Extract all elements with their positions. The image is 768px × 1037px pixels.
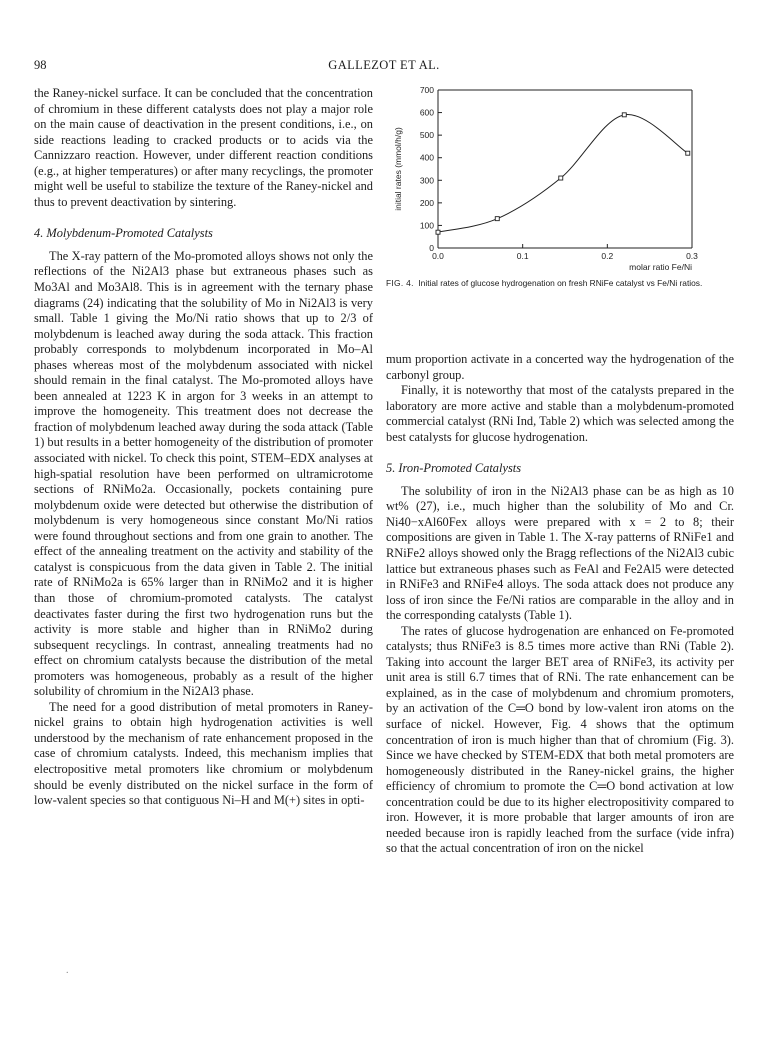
caption-label: FIG. 4. bbox=[386, 278, 414, 288]
figure-chart bbox=[384, 84, 736, 274]
x-tick-label: 0.3 bbox=[686, 251, 698, 261]
page-foot-mark: . bbox=[66, 965, 69, 976]
y-tick-label: 600 bbox=[419, 107, 434, 118]
x-axis-label: molar ratio Fe/Ni bbox=[629, 262, 692, 272]
chart-curve bbox=[438, 114, 688, 232]
x-tick-label: 0.1 bbox=[516, 251, 529, 261]
data-point bbox=[686, 151, 690, 155]
paragraph: Finally, it is noteworthy that most of the catalysts prepared in the laboratory are more active and stable than a molybdenum-promoted commercial catalyst (RNi Ind, Table 2) which was selected among the best catalysts for glucose hydrogenation. bbox=[386, 383, 734, 444]
paragraph: the Raney-nickel surface. It can be concluded that the concentration of chromium in these different catalysts does not play a major role on the main cause of deactivation in the present conditions, i.e., on side reactions leading to cracked products or to acids via the Cannizzaro reaction. However, under different reaction conditions (e.g., at higher temperatures) or after many recyclings, the promoter might well be useful to stabilize the texture of the Raney-nickel and thus to prevent deactivation by sintering. bbox=[34, 86, 373, 209]
section-heading: 5. Iron-Promoted Catalysts bbox=[386, 461, 522, 476]
data-point bbox=[622, 113, 626, 117]
right-column bbox=[386, 352, 734, 857]
y-tick-label: 700 bbox=[419, 85, 434, 95]
x-tick-label: 0.2 bbox=[601, 251, 614, 261]
data-point bbox=[495, 217, 499, 221]
series-line bbox=[438, 114, 688, 232]
chart-markers bbox=[436, 113, 690, 234]
figure-caption bbox=[386, 278, 734, 289]
y-tick-label: 300 bbox=[419, 175, 434, 186]
chart-ticks bbox=[393, 85, 698, 272]
y-axis-label: initial rates (mmol/h/g) bbox=[393, 127, 403, 211]
x-tick-label: 0.0 bbox=[432, 251, 444, 261]
y-tick-label: 100 bbox=[419, 220, 434, 231]
paragraph: The rates of glucose hydrogenation are enhanced on Fe-promoted catalysts; thus RNiFe3 is 8.5 times more active than RNi (Table 2). Taking into account the larger BET area of RNiFe3, its activity per unit area is still 6.7 times that of RNi. The rate enhancement can be explained, as in the case of molybdenum and chromium promoters, by an activation of the C═O bond by low-valent iron atoms on the surface of nickel. However, Fig. 4 shows that the optimum concentration of iron is much higher than that of chromium (Fig. 3). Since we have checked by STEM-EDX that both metal promoters are homogeneously distributed in the Raney-nickel grains, the higher efficiency of chromium to promote the C═O bond activation at low concentration could be due to its higher electropositivity compared to iron. However, it is more probable that larger amounts of iron are needed because iron is rapidly leached from the surface (vide infra) so that the actual concentration of iron on the nickel bbox=[386, 623, 734, 856]
y-tick-label: 400 bbox=[419, 152, 434, 163]
data-point bbox=[436, 230, 440, 234]
y-tick-label: 200 bbox=[419, 197, 434, 208]
y-tick-label: 0 bbox=[429, 243, 434, 253]
paragraph: The need for a good distribution of metal promoters in Raney-nickel grains to obtain high hydrogenation activities is well understood by the mechanism of rate enhancement proposed in the case of chromium catalysts. Indeed, this mechanism implies that electropositive metal promoters like chromium or molybdenum should be evenly distributed on the nickel surface in the form of low-valent species so that contiguous Ni–H and M(+) sites in opti- bbox=[34, 699, 373, 808]
left-column bbox=[34, 86, 373, 809]
paragraph: The solubility of iron in the Ni2Al3 phase can be as high as 10 wt% (27), i.e., much higher than the solubility of Mo and Cr. Ni40−xAl60Fex alloys were prepared with x = 2 to 8; their compositions are given in Table 1. The X-ray patterns of RNiFe1 and RNiFe2 alloys showed only the Bragg reflections of the Ni2Al3 cubic lattice but extraneous phases such as FeAl and Fe2Al5 were detected in RNiFe3 and RNiFe4 alloys. The soda attack does not produce any loss of iron since the Fe/Ni ratios are comparable in the alloy and in the corresponding catalysts (Table 1). bbox=[386, 483, 734, 623]
paragraph: The X-ray pattern of the Mo-promoted alloys shows not only the reflections of the Ni2Al3 phase but extraneous phases such as Mo3Al and Mo3Al8. This is in agreement with the ternary phase diagrams (24) indicating that the solubility of Mo in Ni2Al3 is very small. Table 1 giving the Mo/Ni ratio shows that up to 2/3 of molybdenum is leached away during the soda attack. This fraction probably corresponds to molybdenum incorporated in Mo–Al phases whereas most of the molybdenum associated with nickel should remain in the final catalyst. The Mo-promoted alloys have been annealed at 1223 K in argon for 3 weeks in an attempt to improve the homogeneity. This treatment does not decrease the fraction of molybdenum leached away during the soda attack (Table 1) but results in a better homogeneity of the distribution of promoter associated with nickel. To check this point, STEM–EDX analyses at high-spatial resolution have been performed on ultramicrotome sections of RNiMo2a. Occasionally, pockets containing pure molybdenum oxide were detected but otherwise the distribution of molybdenum is very homogeneous since constant Mo/Ni ratios were found throughout sections and from one grain to another. The effect of the annealing treatment on the activity and stability of the catalyst is conspicuous from the data given in Table 2. The initial rate of RNiMo2a is 65% larger than in RNiMo2 and it is higher than those of chromium-promoted catalysts. The catalyst deactivates faster during the first two hydrogenation runs but the activity is more stable and higher than in RNiMo2 during subsequent recyclings. In contrast, annealing treatments had no effect on chromium catalysts because the distribution of the metal promoters was homogeneous, probably as a result of the higher solubility of chromium in the Ni2Al3 phase. bbox=[34, 248, 373, 699]
caption-text: Initial rates of glucose hydrogenation on fresh RNiFe catalyst vs Fe/Ni ratios. bbox=[418, 278, 703, 288]
chart-axes bbox=[438, 90, 692, 248]
y-tick-label: 500 bbox=[419, 130, 434, 141]
paragraph: mum proportion activate in a concerted way the hydrogenation of the carbonyl group. bbox=[386, 352, 734, 382]
page-header bbox=[34, 58, 734, 78]
data-point bbox=[559, 176, 563, 180]
running-head: GALLEZOT ET AL. bbox=[328, 58, 440, 72]
page-number: 98 bbox=[34, 58, 47, 72]
section-heading: 4. Molybdenum-Promoted Catalysts bbox=[34, 226, 213, 241]
